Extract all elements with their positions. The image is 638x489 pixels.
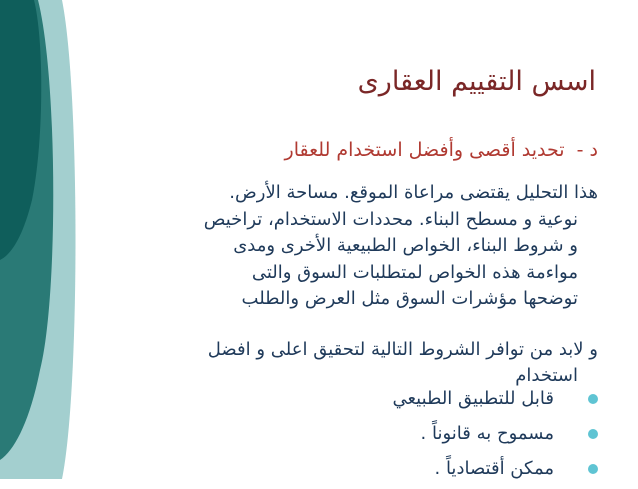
bullet-text: قابل للتطبيق الطبيعي <box>392 388 554 409</box>
paragraph-line: نوعية و مسطح البناء. محددات الاستخدام، تراخيص <box>203 208 578 230</box>
analysis-paragraph <box>78 180 598 313</box>
slide-title: اسس التقييم العقارى <box>357 66 596 97</box>
bullet-dot-icon <box>588 429 598 439</box>
subheading-text: تحديد أقصى وأفضل استخدام للعقار <box>284 139 565 161</box>
subheading <box>285 139 598 161</box>
conditions-list <box>298 384 598 489</box>
decor-mid-teal-shape <box>0 0 53 460</box>
list-item <box>298 419 598 454</box>
conditions-statement <box>38 337 598 389</box>
paragraph-line: هذا التحليل يقتضى مراعاة الموقع. مساحة الأرض. <box>229 182 598 203</box>
subheading-marker: د - <box>576 139 598 161</box>
conditions-line: استخدام <box>515 365 578 386</box>
decor-dark-teal-shape <box>0 0 41 260</box>
list-item <box>298 454 598 489</box>
bullet-dot-icon <box>588 464 598 474</box>
decor-light-teal-shape <box>0 0 76 479</box>
paragraph-line: و شروط البناء، الخواص الطبيعية الأخرى ومدى <box>233 235 578 256</box>
paragraph-line: توضحها مؤشرات السوق مثل العرض والطلب <box>241 288 578 309</box>
bullet-text: ممكن أقتصادياً . <box>434 458 554 479</box>
conditions-line: و لابد من توافر الشروط التالية لتحقيق اعلى و افضل <box>207 339 598 360</box>
bullet-dot-icon <box>588 394 598 404</box>
paragraph-line: مواءمة هذه الخواص لمتطلبات السوق والتى <box>251 261 578 283</box>
list-item <box>298 384 598 419</box>
bullet-text: مسموح به قانوناً . <box>420 423 554 444</box>
